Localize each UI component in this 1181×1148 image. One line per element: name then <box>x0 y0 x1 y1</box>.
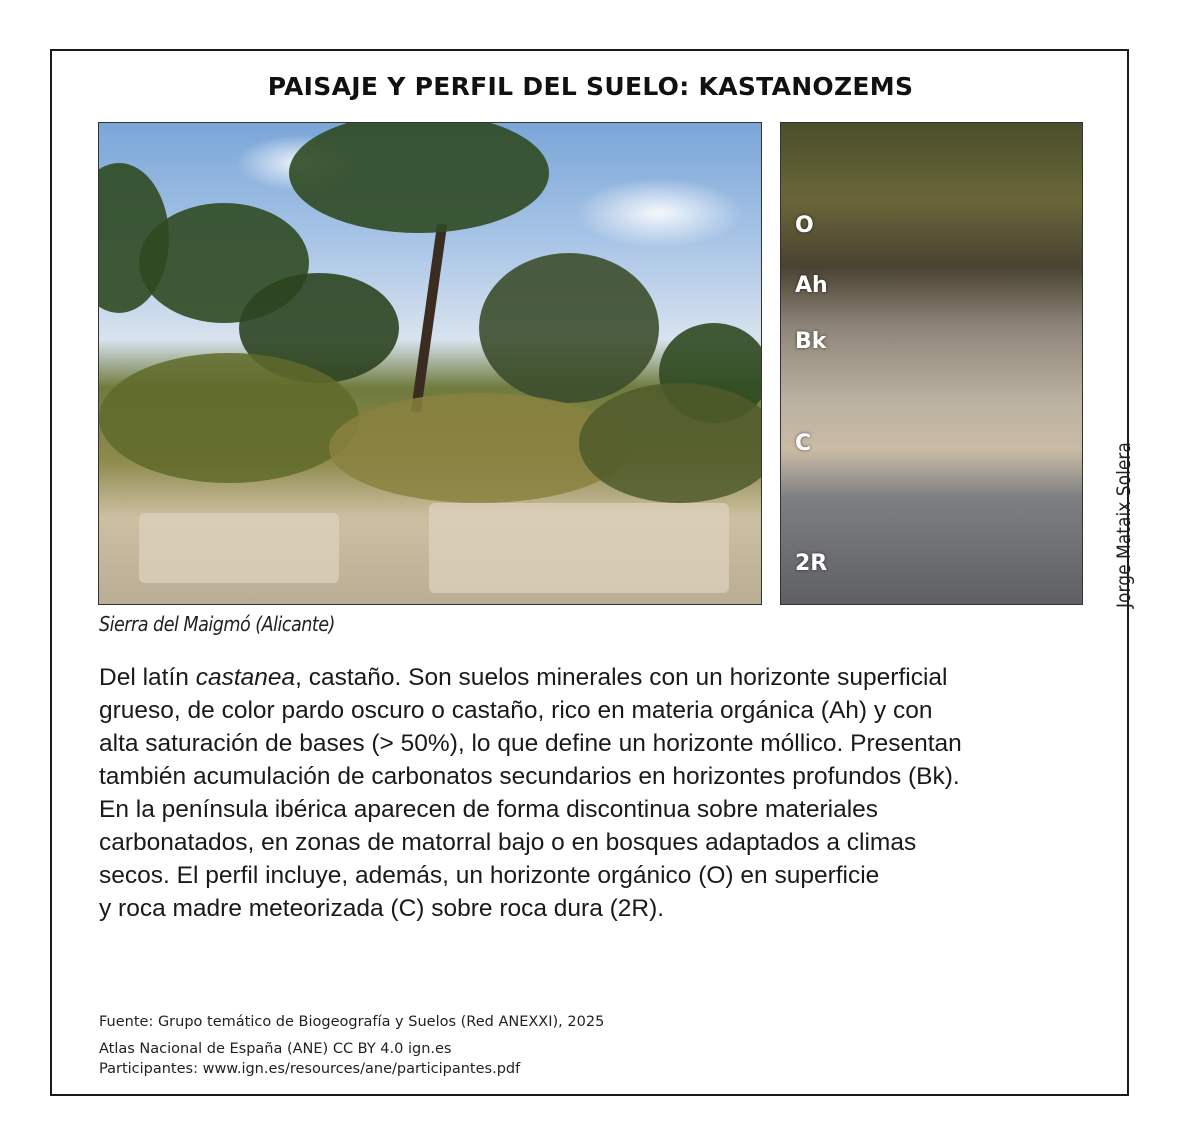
soil-profile-photo <box>780 122 1083 605</box>
horizon-label-bk: Bk <box>795 329 827 354</box>
horizon-label-c: C <box>795 431 812 456</box>
scrub-vegetation <box>99 353 359 483</box>
footer-source: Fuente: Grupo temático de Biogeografía y Suelos (Red ANEXXI), 2025 <box>99 1014 605 1030</box>
footer-participants: Participantes: www.ign.es/resources/ane/participantes.pdf <box>99 1061 521 1077</box>
description-text <box>99 661 1089 925</box>
horizon-label-ah: Ah <box>795 273 828 298</box>
rock-outcrop <box>429 503 729 593</box>
horizon-label-o: O <box>795 213 814 238</box>
description-italic: castanea <box>195 664 296 691</box>
pine-canopy <box>479 253 659 403</box>
rock-outcrop <box>139 513 339 583</box>
photo-credit: Jorge Mataix Solera <box>1113 442 1135 608</box>
description-part1: Del latín <box>99 664 196 691</box>
pine-canopy <box>289 122 549 233</box>
scrub-vegetation <box>579 383 762 503</box>
page-title: PAISAJE Y PERFIL DEL SUELO: KASTANOZEMS <box>267 72 914 101</box>
horizon-label-2r: 2R <box>795 551 828 576</box>
landscape-photo <box>98 122 762 605</box>
footer-license: Atlas Nacional de España (ANE) CC BY 4.0 ign.es <box>99 1041 452 1057</box>
landscape-caption: Sierra del Maigmó (Alicante) <box>99 612 335 636</box>
tree-trunk <box>411 223 447 413</box>
description-part2: , castaño. Son suelos minerales con un horizonte superficial grueso, de color pardo oscuro o castaño, rico en materia orgánica (Ah) y con alta saturación de bases (> 50%), lo que define un horizonte móllico. Presentan también acumulación de carbonatos secundarios en horizontes profundos (Bk). En la península ibérica aparecen de forma discontinua sobre materiales carbonatados, en zonas de matorral bajo o en bosques adaptados a climas secos. El perfil incluye, además, un horizonte orgánico (O) en superficie y roca madre meteorizada (C) sobre roca dura (2R). <box>99 664 962 922</box>
